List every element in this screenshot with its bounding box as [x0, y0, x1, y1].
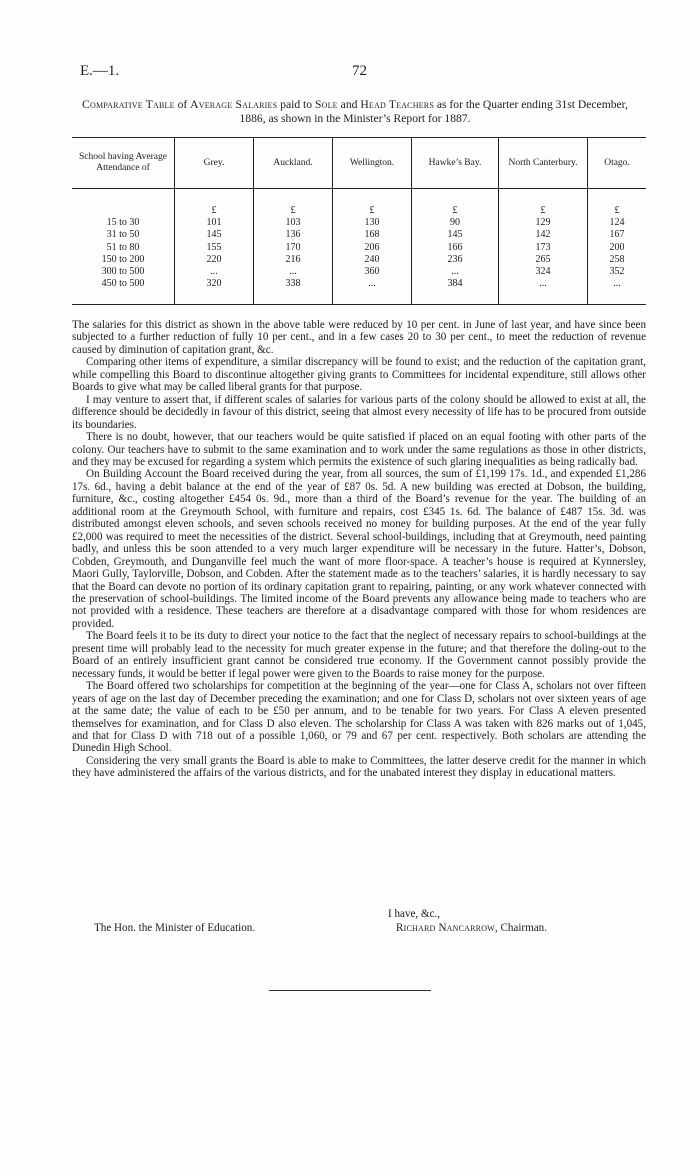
table-cell: 101 — [206, 217, 222, 229]
column-otago — [588, 189, 647, 305]
addressee: The Hon. the Minister of Education. — [94, 922, 256, 934]
table-cell: ... — [289, 266, 297, 278]
table-cell: 145 — [206, 229, 222, 241]
currency-symbol: £ — [614, 205, 620, 216]
table-cell: 136 — [285, 229, 301, 241]
column-wellington — [333, 189, 412, 305]
column-header-auckland: Auckland. — [254, 138, 333, 189]
caption-part: Comparative Table — [82, 98, 175, 111]
column-header-grey: Grey. — [175, 138, 254, 189]
table-cell: 15 to 30 — [106, 217, 140, 229]
column-hawkes-bay — [412, 189, 499, 305]
table-cell: 450 to 500 — [101, 278, 145, 290]
paragraph-repairs: The Board feels it to be its duty to direct your notice to the fact that the neglect of necessary repairs to school-buildings at the present time will probably lead to the necessity for much greater expense in the future; and that therefore the doling-out to the Board of an entirely insufficient grant cannot be considered true economy. If the Government cannot possibly provide the necessary funds, it would be better if legal power were given to the Boards to raise money for the purpose. — [72, 630, 646, 680]
caption-part: and — [337, 98, 361, 111]
table-cell: 206 — [364, 241, 380, 253]
table-cell: 166 — [447, 241, 463, 253]
column-header-hawkes-bay: Hawke’s Bay. — [412, 138, 499, 189]
table-cell: ... — [613, 278, 621, 290]
table-cell: 338 — [285, 278, 301, 290]
caption-part: Average Salaries — [190, 98, 278, 111]
table-cell: 300 to 500 — [101, 266, 145, 278]
paragraph-scholarships: The Board offered two scholarships for competition at the beginning of the year—one for Class A, scholars not over fifteen years of age on the last day of December preceding the examination; and one for Class D, scholars not over sixteen years of age at the same date; the value of each to be £50 per annum, and to be tenable for two years. For Class A eleven presented themselves for examination, and for Class D also eleven. The scholarship for Class A was taken with 826 marks out of 1,045, and that for Class D with 718 out of a possible 1,060, or 79 and 67 per cent. respectively. Both scholars are attending the Dunedin High School. — [72, 680, 646, 755]
caption-part: Head Teachers — [360, 98, 434, 111]
paragraph-teachers: There is no doubt, however, that our teachers would be quite satisfied if placed on an equal footing with other parts of the colony. Our teachers have to submit to the same examination and to work under the same regulations as those in other districts, and they may be excused for regarding a system which permits the existence of such glaring inequalities as being radically bad. — [72, 431, 646, 468]
table-cell: 352 — [609, 266, 625, 278]
column-header-otago: Otago. — [588, 138, 647, 189]
currency-symbol: £ — [369, 205, 375, 216]
document-reference: E.—1. — [80, 63, 120, 79]
paragraph-committees: Considering the very small grants the Board is able to make to Committees, the latter deserve credit for the manner in which they have administered the affairs of the various districts, and for the unabated interest they display in educational matters. — [72, 754, 646, 780]
caption-part: paid to — [277, 98, 315, 111]
column-north-canterbury — [499, 189, 588, 305]
signatory-title: , Chairman. — [494, 922, 547, 934]
table-cell: ... — [451, 266, 459, 278]
table-cell: 200 — [609, 241, 625, 253]
table-cell: 324 — [535, 266, 551, 278]
table-cell: 168 — [364, 229, 380, 241]
table-cell: 173 — [535, 241, 551, 253]
column-grey — [175, 189, 254, 305]
closing-rule — [269, 990, 431, 991]
column-header-wellington: Wellington. — [333, 138, 412, 189]
report-body — [72, 319, 646, 780]
salutation: I have, &c., — [388, 908, 441, 920]
table-cell: ... — [210, 266, 218, 278]
currency-symbol: £ — [452, 205, 458, 216]
currency-symbol: £ — [540, 205, 546, 216]
table-cell: 145 — [447, 229, 463, 241]
table-cell: 150 to 200 — [101, 253, 145, 265]
column-header-attendance: School having Average Attendance of — [72, 138, 175, 189]
table-header-row — [72, 138, 646, 189]
table-cell: 384 — [447, 278, 463, 290]
table-cell: 51 to 80 — [106, 241, 140, 253]
table-cell: 258 — [609, 253, 625, 265]
caption-part: as for the Quarter ending 31st December, 1886, as shown in the Minister’s Report for 1887. — [239, 98, 628, 125]
paragraph-expenditure: Comparing other items of expenditure, a similar discrepancy will be found to exist; and the reduction of the capitation grant, while compelling this Board to discontinue altogether giving grants to Committees for incidental expenditure, still allows other Boards to give what may be called liberal grants for that purpose. — [72, 356, 646, 394]
caption-part: of — [174, 98, 191, 111]
table-cell: 320 — [206, 278, 222, 290]
table-cell: ... — [539, 278, 547, 290]
page-number: 72 — [352, 63, 367, 79]
table-cell: 90 — [450, 217, 460, 229]
table-cell: 31 to 50 — [106, 229, 140, 241]
currency-spacer — [76, 205, 170, 217]
currency-symbol: £ — [290, 205, 296, 216]
table-cell: 265 — [535, 253, 551, 265]
signatory-name: Richard Nancarrow — [396, 922, 495, 934]
table-body-row — [72, 189, 646, 305]
table-cell: 170 — [285, 241, 301, 253]
table-cell: 124 — [609, 217, 625, 229]
table-cell: 167 — [609, 229, 625, 241]
table-cell: 155 — [206, 241, 222, 253]
table-cell: 360 — [364, 266, 380, 278]
table-cell: 236 — [447, 253, 463, 265]
paragraph-building-account: On Building Account the Board received during the year, from all sources, the sum of £1,199 17s. 1d., and expended £1,286 17s. 6d., having a debit balance at the end of the year of £87 0s. 5d. A new building was erected at Dobson, the building, furniture, &c., costing altogether £454 0s. 9d., more than a third of the Board’s revenue for the year. The building of an additional room at the Greymouth School, with furniture and repairs, cost £345 1s. 6d. The balance of £487 15s. 3d. was distributed amongst eleven schools, and seven schools received no money for building purposes. At the end of the year fully £2,000 was required to meet the necessities of the district. Several school-buildings, including that at Greymouth, need painting badly, and unless this be soon attended to a very much larger expenditure will be necessary in the future. Hatter’s, Dobson, Cobden, Greymouth, and Dunganville feel much the want of more floor-space. A teacher’s house is required at Kynnersley, Maori Gully, Taylorville, Dobson, and Cobden. After the statement made as to the teachers’ salaries, it is hardly necessary to say that the Board can devote no portion of its ordinary capitation grant to repairing, painting, or any work whatever connected with the preservation of school-buildings. The limited income of the Board prevents any allowance being made to teachers who are not provided with a residence. These teachers are therefore at a disadvantage compared with those for whom residences are provided. — [72, 468, 646, 630]
caption-part: Sole — [314, 98, 338, 111]
column-header-north-canterbury: North Canterbury. — [499, 138, 588, 189]
salary-table — [72, 137, 646, 305]
signatory — [396, 922, 547, 934]
paragraph-salaries: The salaries for this district as shown in the above table were reduced by 10 per cent. in June of last year, and have since been subjected to a further reduction of fully 10 per cent., and in a few cases 20 to 30 per cent., to meet the reduction of revenue caused by diminution of capitation grant, &c. — [72, 319, 646, 356]
table-cell: 220 — [206, 253, 222, 265]
table-cell: 130 — [364, 217, 380, 229]
table-cell: 142 — [535, 229, 551, 241]
table-cell: 103 — [285, 217, 301, 229]
currency-symbol: £ — [211, 205, 217, 216]
column-auckland — [254, 189, 333, 305]
table-cell: 240 — [364, 253, 380, 265]
page-header — [80, 63, 640, 83]
table-cell: 216 — [285, 253, 301, 265]
table-caption — [70, 98, 640, 126]
column-attendance — [72, 189, 175, 305]
table-cell: 129 — [535, 217, 551, 229]
paragraph-salary-scales: I may venture to assert that, if different scales of salaries for various parts of the colony should be allowed to exist at all, the difference should be decidedly in favour of this district, seeing that almost every necessity of life has to be procured from outside its boundaries. — [72, 393, 646, 431]
table-cell: ... — [368, 278, 376, 290]
